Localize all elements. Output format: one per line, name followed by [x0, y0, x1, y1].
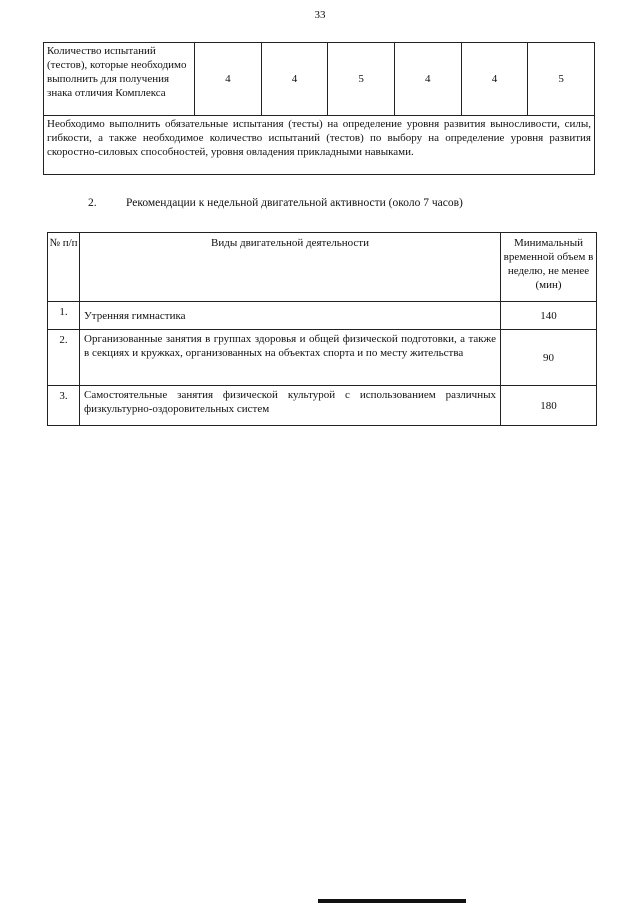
row-num: 2.: [48, 330, 80, 386]
row-kind: Утренняя гимнастика: [80, 302, 501, 330]
section-title: Рекомендации к недельной двигательной активности (около 7 часов): [126, 197, 463, 209]
tests-count-value: 4: [195, 43, 262, 116]
scan-edge-mark: [318, 899, 466, 903]
row-kind: Самостоятельные занятия физической культурой с использованием различных физкультурно-оздоровительных систем: [80, 386, 501, 426]
tests-note-row: [44, 116, 595, 175]
table-row: [48, 302, 597, 330]
table-row: [48, 386, 597, 426]
row-min: 180: [501, 386, 597, 426]
header-num: № п/п: [48, 233, 80, 302]
table-row: [48, 330, 597, 386]
header-kind: Виды двигательной деятельности: [80, 233, 501, 302]
row-num: 3.: [48, 386, 80, 426]
tests-count-value: 5: [328, 43, 395, 116]
row-kind: Организованные занятия в группах здоровья и общей физической подготовки, а также в секциях и кружках, организованных на объектах спорта и по месту жительства: [80, 330, 501, 386]
section-heading: [88, 197, 463, 209]
row-num: 1.: [48, 302, 80, 330]
tests-count-label: Количество испытаний (тестов), которые необходимо выполнить для получения знака отличия Комплекса: [44, 43, 195, 116]
tests-count-value: 5: [528, 43, 595, 116]
header-min: Минимальный временной объем в неделю, не менее (мин): [501, 233, 597, 302]
activity-table-header: [48, 233, 597, 302]
row-min: 90: [501, 330, 597, 386]
tests-count-value: 4: [461, 43, 528, 116]
row-min: 140: [501, 302, 597, 330]
tests-note: Необходимо выполнить обязательные испытания (тесты) на определение уровня развития выносливости, силы, гибкости, а также необходимое количество испытаний (тестов) по выбору на определение уровня развития скоростно-силовых способностей, уровня овладения прикладными навыками.: [44, 116, 595, 175]
tests-count-value: 4: [394, 43, 461, 116]
page-number: 33: [314, 9, 326, 21]
tests-count-table: [43, 42, 595, 175]
activity-table: [47, 232, 597, 426]
tests-count-value: 4: [261, 43, 328, 116]
section-number: 2.: [88, 197, 97, 209]
tests-count-row: [44, 43, 595, 116]
